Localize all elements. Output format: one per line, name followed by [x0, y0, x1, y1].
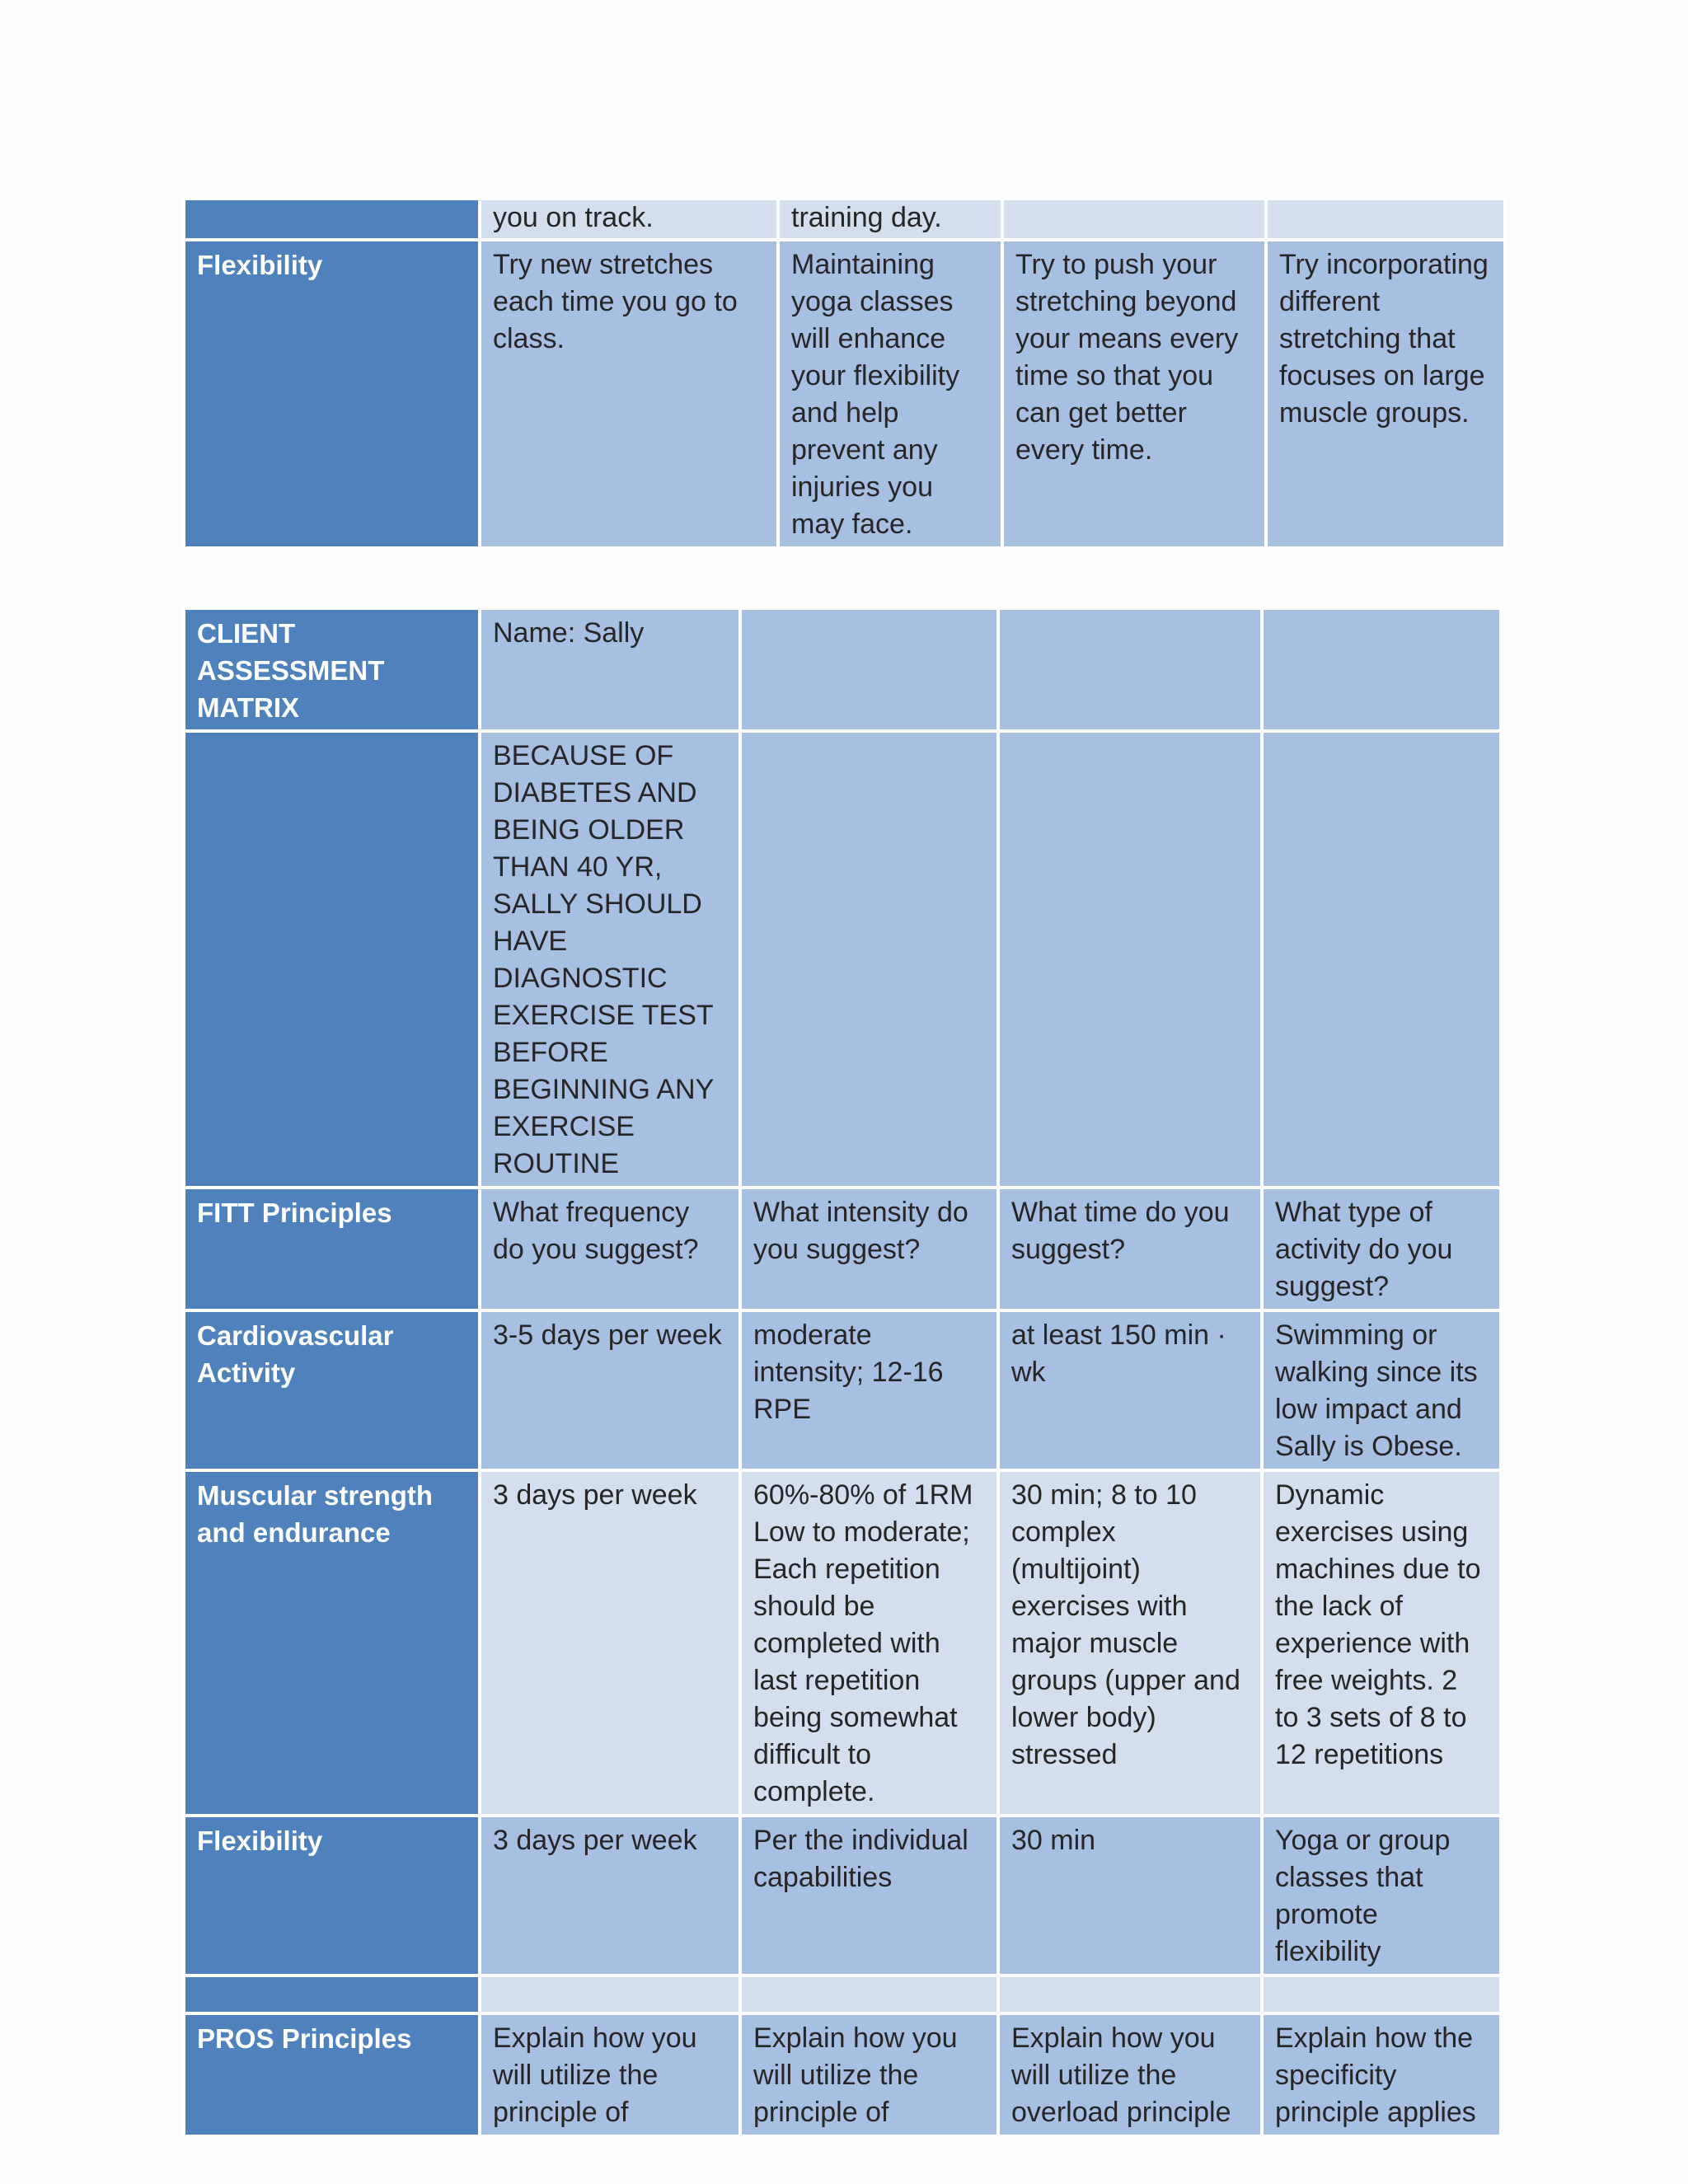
row-label-empty [185, 200, 478, 238]
table-row-pros [185, 2015, 1499, 2135]
table-cell [481, 1977, 738, 2012]
table-row-flexibility [185, 1817, 1499, 1974]
table-row-continuation [185, 200, 1503, 238]
row-label-flexibility: Flexibility [185, 1817, 478, 1974]
table-cell: Try incorporating different stretching that focuses on large muscle groups. [1268, 241, 1503, 546]
assessment-note: BECAUSE OF DIABETES AND BEING OLDER THAN 40 YR, SALLY SHOULD HAVE DIAGNOSTIC EXERCISE TEST BEFORE BEGINNING ANY EXERCISE ROUTINE [481, 733, 738, 1186]
row-label-pros: PROS Principles [185, 2015, 478, 2135]
table-cell: What intensity do you suggest? [742, 1189, 996, 1309]
table-cell: 3 days per week [481, 1472, 738, 1814]
table-row-spacer [185, 1977, 1499, 2012]
table-cell [1000, 610, 1260, 729]
table-cell [1000, 1977, 1260, 2012]
client-assessment-matrix [182, 607, 1503, 2138]
table-cell: 30 min [1000, 1817, 1260, 1974]
table-cell: at least 150 min · wk [1000, 1312, 1260, 1469]
table-row-title [185, 610, 1499, 729]
table-cell: Explain how the specificity principle applies [1264, 2015, 1499, 2135]
table-cell [1004, 200, 1264, 238]
table-cell: Explain how you will utilize the overload principle [1000, 2015, 1260, 2135]
table-cell: Try to push your stretching beyond your means every time so that you can get better every time. [1004, 241, 1264, 546]
table-cell: Per the individual capabilities [742, 1817, 996, 1974]
table-cell [742, 733, 996, 1186]
table-cell: Yoga or group classes that promote flexibility [1264, 1817, 1499, 1974]
table-row-cardio [185, 1312, 1499, 1469]
row-label-empty [185, 1977, 478, 2012]
table-cell: Maintaining yoga classes will enhance your flexibility and help prevent any injuries you may face. [780, 241, 1001, 546]
table-cell: What frequency do you suggest? [481, 1189, 738, 1309]
row-label-muscular: Muscular strength and endurance [185, 1472, 478, 1814]
row-label-cardio: Cardiovascular Activity [185, 1312, 478, 1469]
table-cell [1264, 1977, 1499, 2012]
table-cell: What type of activity do you suggest? [1264, 1189, 1499, 1309]
row-label-fitt: FITT Principles [185, 1189, 478, 1309]
table-cell [742, 1977, 996, 2012]
table-cell: moderate intensity; 12-16 RPE [742, 1312, 996, 1469]
table-cell: training day. [780, 200, 1001, 238]
table-cell: 60%-80% of 1RM Low to moderate; Each repetition should be completed with last repetition being somewhat difficult to complete. [742, 1472, 996, 1814]
client-name: Name: Sally [481, 610, 738, 729]
table-cell [1000, 733, 1260, 1186]
table-cell: 3 days per week [481, 1817, 738, 1974]
exercise-tips-table [182, 197, 1507, 550]
table-cell: 30 min; 8 to 10 complex (multijoint) exercises with major muscle groups (upper and lower body) stressed [1000, 1472, 1260, 1814]
table-cell: Try new stretches each time you go to class. [481, 241, 776, 546]
table-row-note [185, 733, 1499, 1186]
table-cell [742, 610, 996, 729]
table-cell: 3-5 days per week [481, 1312, 738, 1469]
row-label-empty [185, 733, 478, 1186]
table-cell: Dynamic exercises using machines due to the lack of experience with free weights. 2 to 3 sets of 8 to 12 repetitions [1264, 1472, 1499, 1814]
table-cell: Explain how you will utilize the principle of [481, 2015, 738, 2135]
table-row-flexibility [185, 241, 1503, 546]
table-cell: you on track. [481, 200, 776, 238]
table-cell: Swimming or walking since its low impact and Sally is Obese. [1264, 1312, 1499, 1469]
table-cell [1268, 200, 1503, 238]
table-row-fitt [185, 1189, 1499, 1309]
matrix-title: CLIENT ASSESSMENT MATRIX [185, 610, 478, 729]
row-label-flexibility: Flexibility [185, 241, 478, 546]
table-cell: Explain how you will utilize the principle of [742, 2015, 996, 2135]
table-cell: What time do you suggest? [1000, 1189, 1260, 1309]
table-cell [1264, 733, 1499, 1186]
table-cell [1264, 610, 1499, 729]
table-row-muscular [185, 1472, 1499, 1814]
